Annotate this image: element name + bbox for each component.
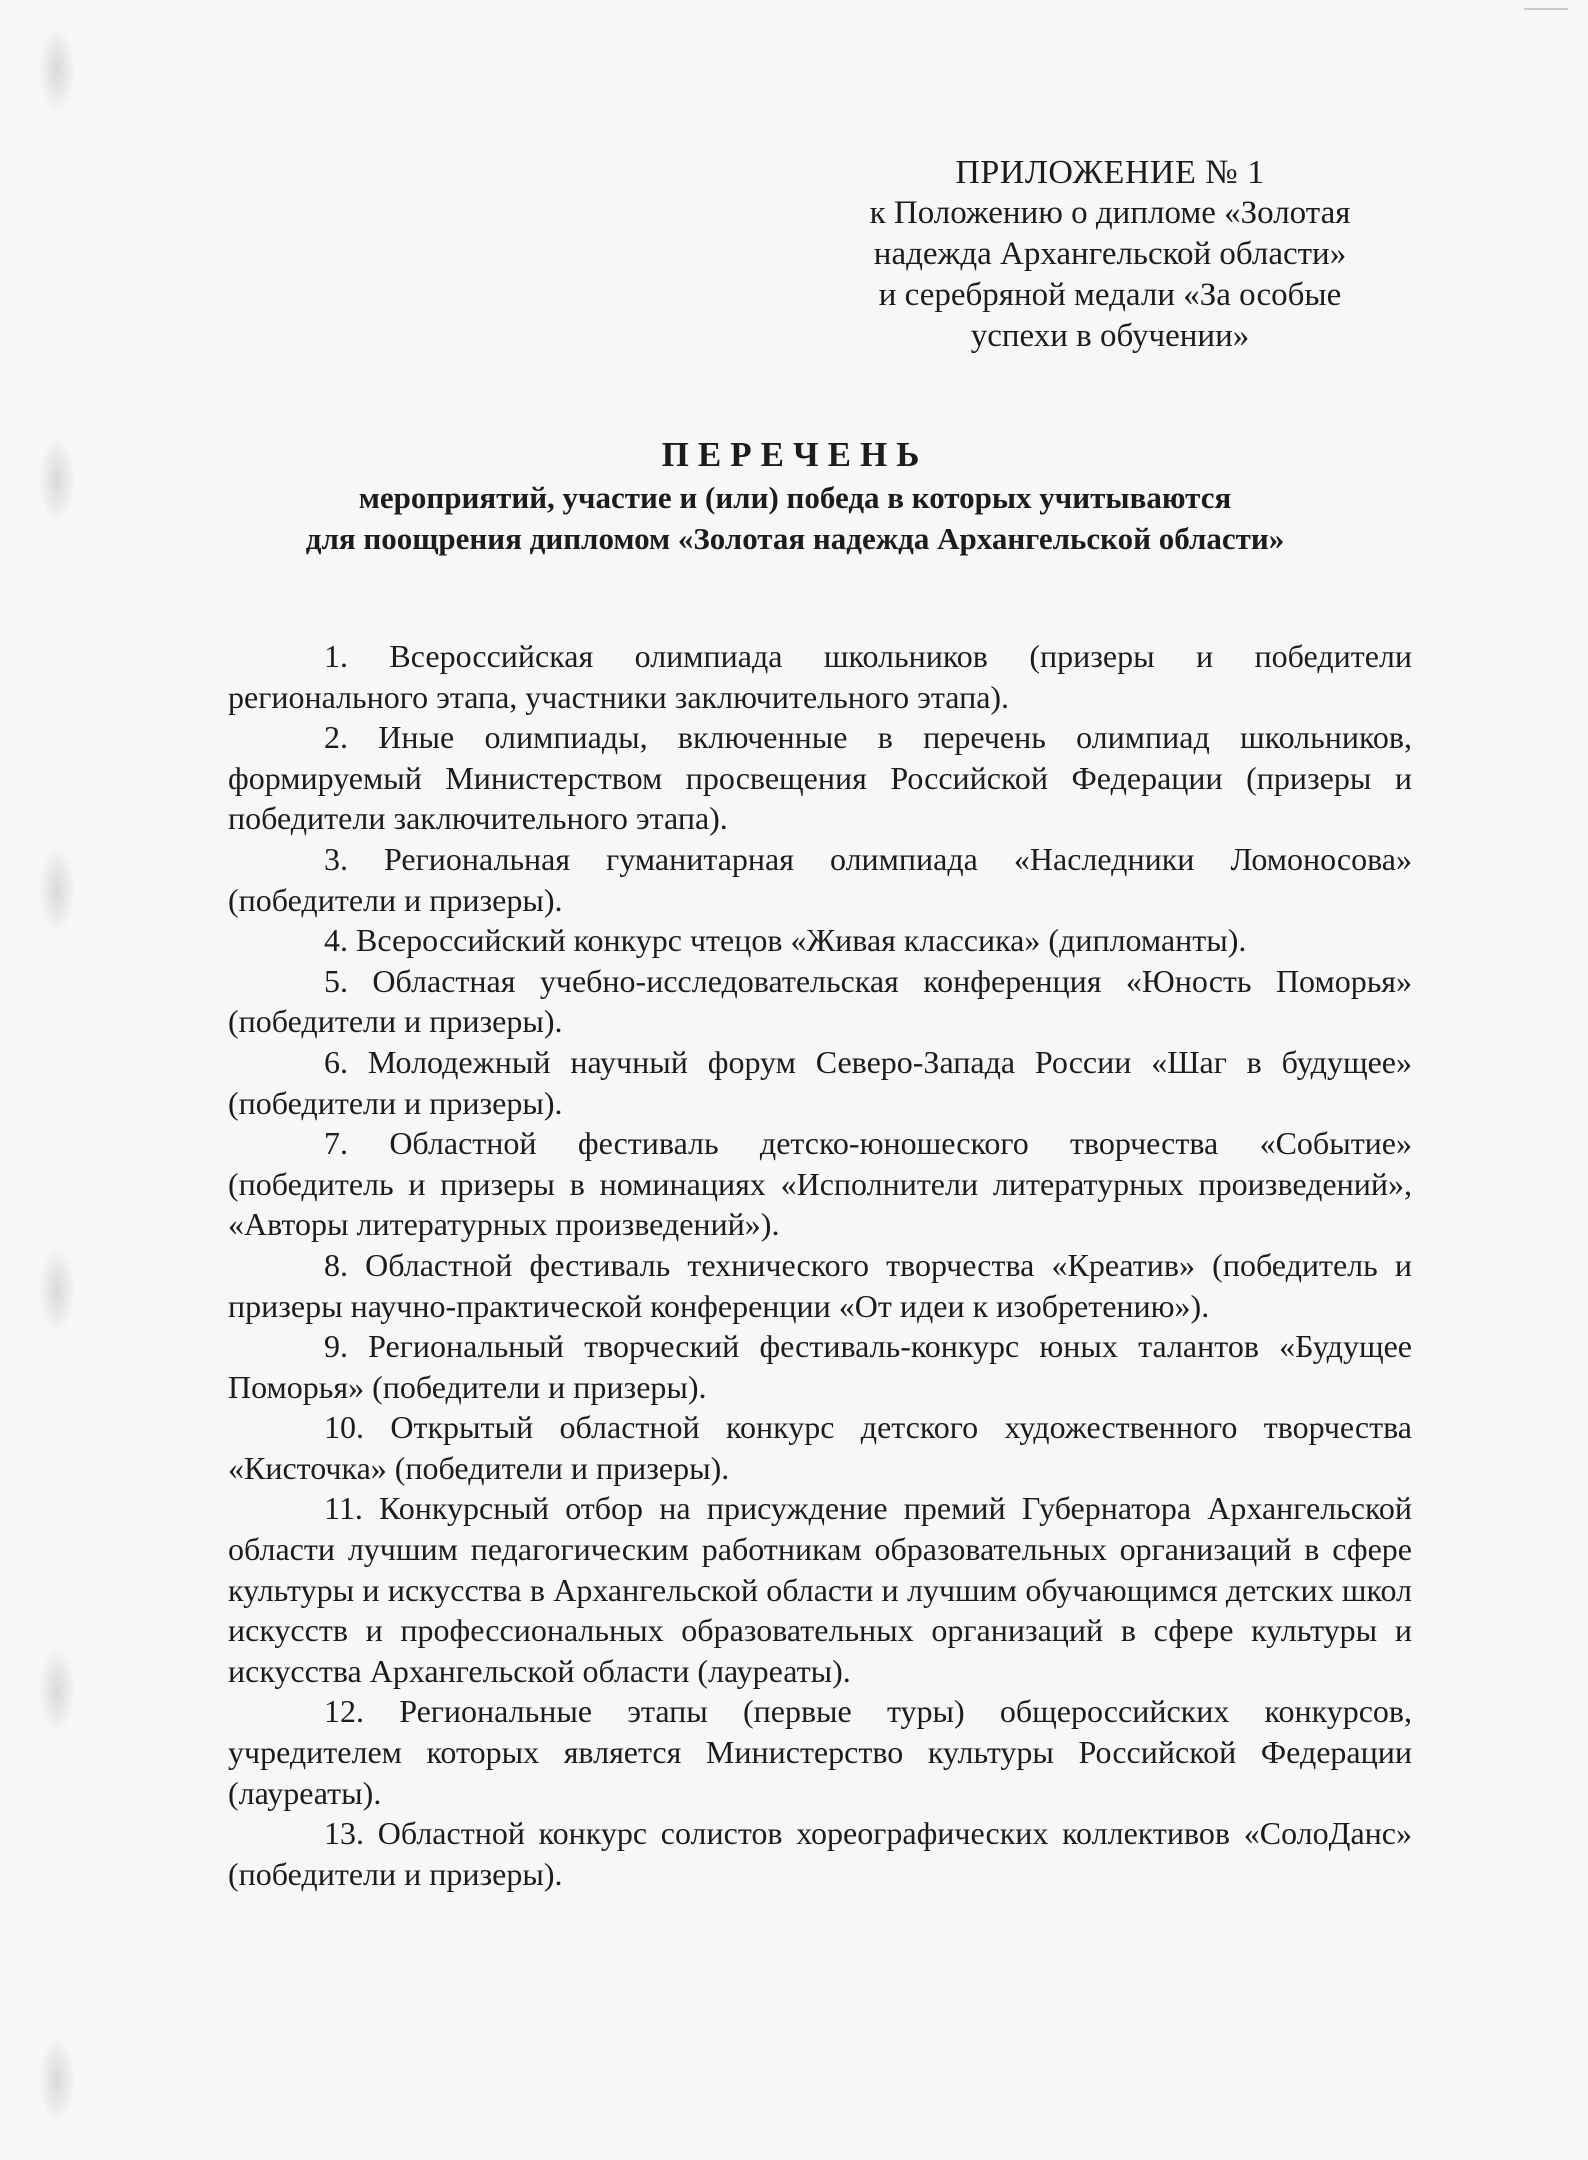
list-item: 2. Иные олимпиады, включенные в перечень олимпиад школьников, формируемый Министерством просвещения Российской Федерации (призеры и победители заключительного этапа). [228,719,1412,837]
scan-smudge [40,1250,74,1330]
scan-smudge [40,1650,74,1730]
scan-smudge [40,2040,74,2120]
list-item: 5. Областная учебно-исследовательская конференция «Юность Поморья» (победители и призеры). [228,962,1412,1040]
appendix-line: успехи в обучении» [970,318,1250,354]
list-item: 8. Областной фестиваль технического творчества «Креатив» (победитель и призеры научно-практической конференции «От идеи к изобретению»). [228,1246,1412,1324]
list-item: 10. Открытый областной конкурс детского художественного творчества «Кисточка» (победители и призеры). [228,1409,1412,1486]
scan-smudge [40,850,74,930]
title-subline: мероприятий, участие и (или) победа в которых учитываются [358,480,1232,515]
scan-corner-mark [1524,8,1568,18]
appendix-line: надежда Архангельской области» [873,236,1347,272]
appendix-line: к Положению о дипломе «Золотая [869,195,1351,231]
appendix-header [820,152,1400,357]
list-item: 13. Областной конкурс солистов хореографических коллективов «СолоДанс» (победители и призеры). [228,1815,1412,1892]
list-item: 6. Молодежный научный форум Северо-Запада России «Шаг в будущее» (победители и призеры). [228,1043,1412,1121]
list-item: 3. Региональная гуманитарная олимпиада «Наследники Ломоносова» (победители и призеры). [228,840,1412,918]
scan-smudge [40,440,74,520]
list-item: 4. Всероссийский конкурс чтецов «Живая классика» (дипломанты). [324,922,1247,959]
list-item: 12. Региональные этапы (первые туры) общероссийских конкурсов, учредителем которых является Министерство культуры Российской Федерации (лауреаты). [228,1693,1412,1811]
list-item: 9. Региональный творческий фестиваль-конкурс юных талантов «Будущее Поморья» (победители и призеры). [228,1328,1412,1405]
events-list [228,636,1412,1894]
list-item: 1. Всероссийская олимпиада школьников (призеры и победители регионального этапа, участники заключительного этапа). [228,638,1412,715]
appendix-number: ПРИЛОЖЕНИЕ № 1 [955,154,1265,191]
appendix-line: и серебряной медали «За особые [878,277,1342,313]
title-subline: для поощрения дипломом «Золотая надежда Архангельской области» [305,521,1285,556]
list-item: 11. Конкурсный отбор на присуждение премий Губернатора Архангельской области лучшим педагогическим работникам образовательных организаций в сфере культуры и искусства в Архангельской области и лучшим обучающимся детских школ искусств и профессиональных образовательных организаций в сфере культуры и искусства Архангельской области (лауреаты). [228,1490,1412,1689]
list-item: 7. Областной фестиваль детско-юношеского творчества «Событие» (победитель и призеры в номинациях «Исполнители литературных произведений», «Авторы литературных произведений»). [228,1125,1412,1243]
document-title [220,433,1370,559]
title-heading: ПЕРЕЧЕНЬ [661,435,929,474]
scan-smudge [40,30,74,110]
